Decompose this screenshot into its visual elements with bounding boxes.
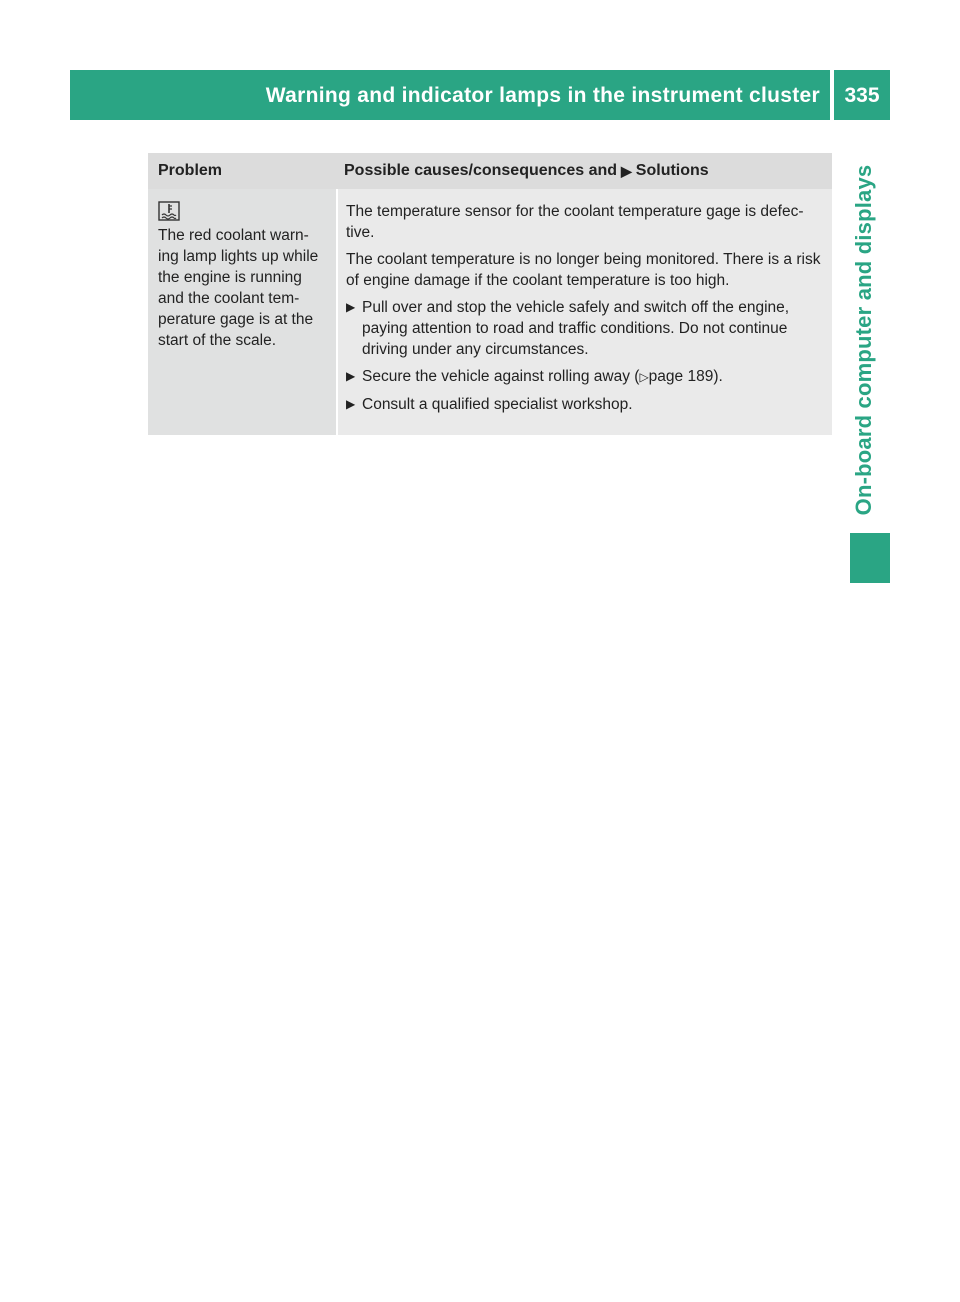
header-bar xyxy=(70,70,830,120)
page-reference-icon: ▷ xyxy=(639,370,649,384)
cause-text-2: The coolant temperature is no longer being monitored. There is a risk of engine damage if the coolant temperature is too high. xyxy=(346,251,821,289)
play-arrow-icon: ▶ xyxy=(621,162,632,179)
step-text-2 xyxy=(362,366,828,388)
solutions-cell xyxy=(338,189,832,435)
step-arrow-icon: ▶ xyxy=(346,300,356,314)
column-header-solutions xyxy=(336,162,832,180)
page-reference-link[interactable]: page 189). xyxy=(648,368,723,385)
table-header xyxy=(148,153,832,189)
step-text-2-prefix: Secure the vehicle against rolling away ( xyxy=(362,368,640,385)
solution-step xyxy=(346,297,828,360)
table-row xyxy=(148,189,832,435)
step-text-1: Pull over and stop the vehicle safely and switch off the engine, paying attention to road and traffic conditions. Do not continue driving under any circumstances. xyxy=(362,299,790,358)
step-arrow-icon: ▶ xyxy=(346,397,356,411)
page-number: 335 xyxy=(844,84,880,107)
section-title: Warning and indicator lamps in the instrument cluster xyxy=(265,84,820,107)
problem-text: The red coolant warn-ing lamp lights up while the engine is running and the coolant tem-perature gage is at the start of the scale. xyxy=(158,227,319,349)
step-arrow-icon: ▶ xyxy=(346,369,356,383)
side-tab xyxy=(838,140,890,540)
side-marker xyxy=(850,533,890,583)
coolant-temperature-icon xyxy=(158,201,180,221)
cause-text-1: The temperature sensor for the coolant temperature gage is defec-tive. xyxy=(346,203,804,241)
column-header-solutions-text: Possible causes/consequences and xyxy=(344,162,618,179)
warning-table xyxy=(148,153,832,435)
solution-step xyxy=(346,394,828,415)
page-number-box xyxy=(834,70,890,120)
problem-cell xyxy=(148,189,336,435)
column-header-solutions-suffix: Solutions xyxy=(635,162,709,179)
column-header-problem: Problem xyxy=(158,162,223,179)
step-text-3: Consult a qualified specialist workshop. xyxy=(362,396,633,413)
solution-step xyxy=(346,366,828,388)
side-chapter-label: On-board computer and displays xyxy=(851,164,876,516)
